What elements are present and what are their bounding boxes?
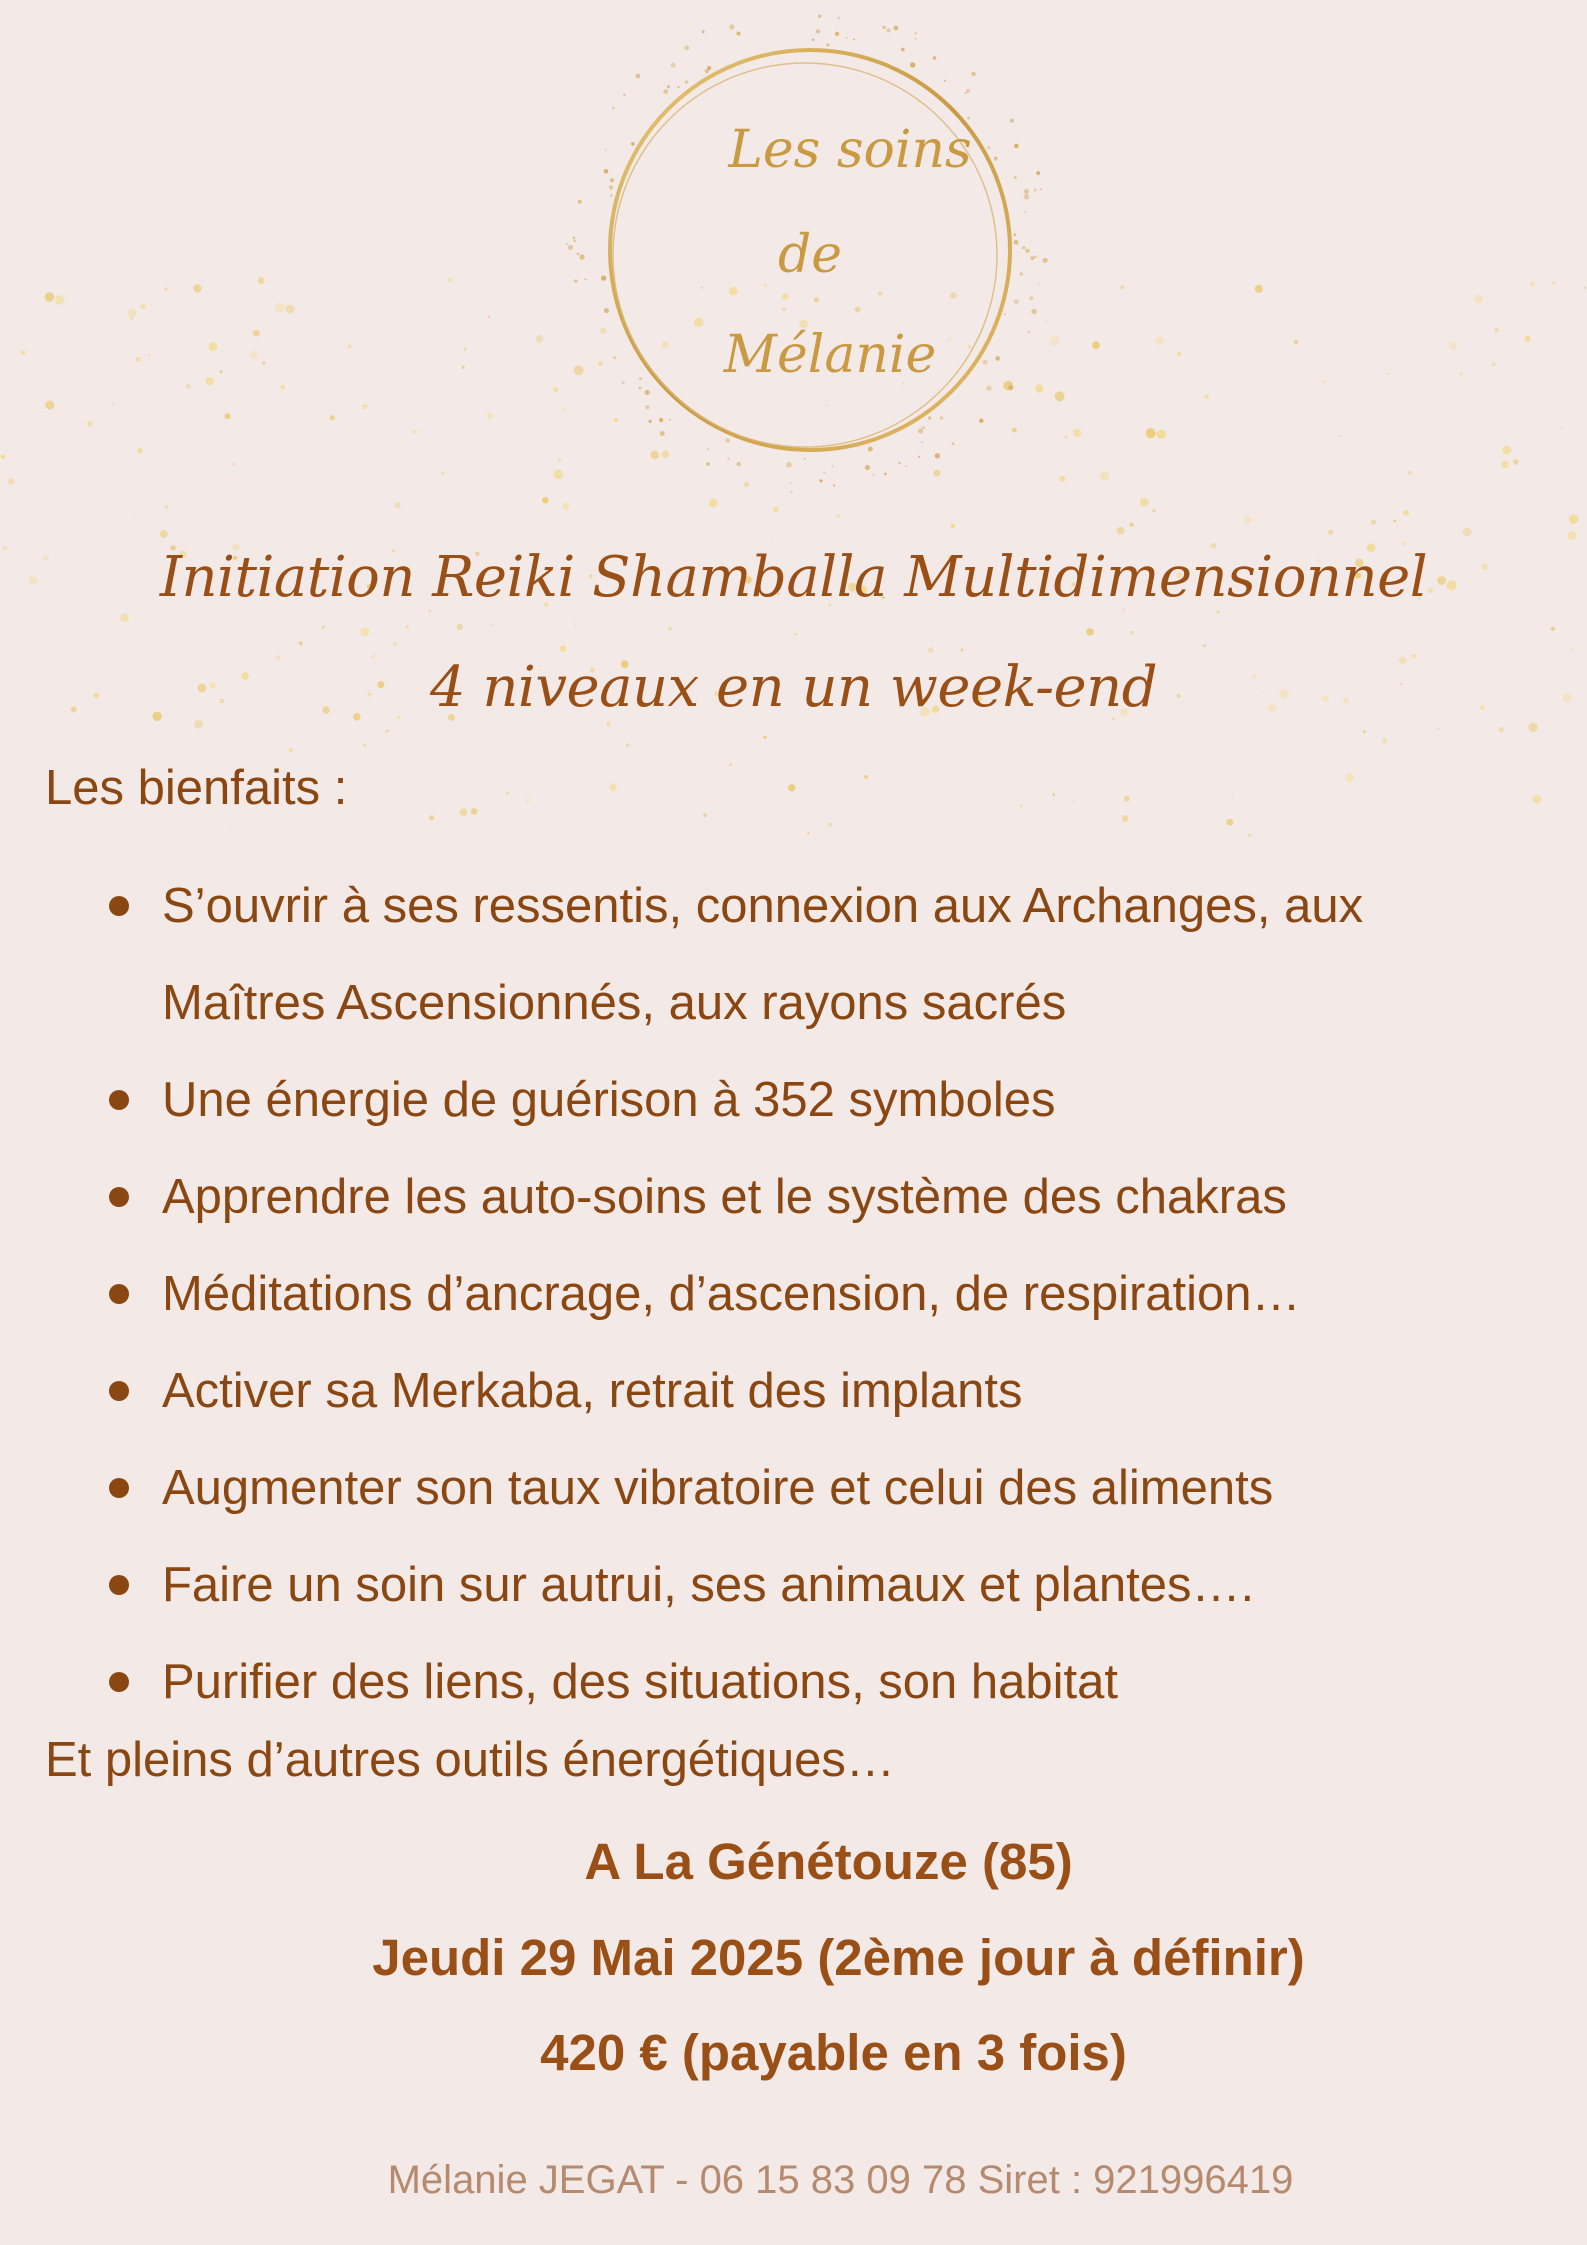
- sparkle-dot: [1569, 514, 1579, 524]
- sparkle-dot: [206, 377, 214, 385]
- sparkle-dot: [1532, 795, 1541, 804]
- sparkle-dot: [1491, 362, 1495, 366]
- bullet-dot-icon: [109, 1575, 129, 1595]
- sparkle-dot: [772, 536, 774, 538]
- sparkle-dot: [186, 384, 191, 389]
- sparkle-dot: [386, 730, 389, 733]
- sparkle-dot: [562, 407, 566, 411]
- sparkle-dot: [1, 455, 6, 460]
- sparkle-dot: [281, 385, 285, 389]
- sparkle-dot: [542, 497, 549, 504]
- sparkle-dot: [1403, 510, 1409, 516]
- sparkle-dot: [1584, 287, 1586, 289]
- sparkle-dot: [626, 743, 629, 746]
- sparkle-dot: [395, 502, 401, 508]
- sparkle-dot: [864, 775, 868, 779]
- sparkle-dot: [1226, 819, 1233, 826]
- sparkle-dot: [1570, 647, 1573, 650]
- sparkle-dot: [1124, 796, 1130, 802]
- event-date: Jeudi 29 Mai 2025 (2ème jour à définir): [372, 1929, 1305, 1986]
- bullet-dot-icon: [109, 1381, 129, 1401]
- sparkle-dot: [1382, 739, 1387, 744]
- bullet-dot-icon: [109, 1187, 129, 1207]
- sparkle-dot: [148, 354, 150, 356]
- sparkle-dot: [193, 284, 201, 292]
- sparkle-dot: [1568, 531, 1577, 540]
- sparkle-dot: [225, 413, 231, 419]
- sparkle-dot: [441, 471, 445, 475]
- sparkle-dot: [573, 237, 575, 239]
- list-item-text-continued: Maîtres Ascensionnés, aux rayons sacrés: [162, 976, 1067, 1030]
- sparkle-dot: [253, 330, 260, 337]
- sparkle-dot: [575, 623, 578, 626]
- sparkle-dot: [275, 303, 285, 313]
- sparkle-dot: [262, 361, 265, 364]
- benefits-heading: Les bienfaits :: [45, 761, 348, 815]
- sparkle-dot: [574, 279, 577, 282]
- list-item-text: Purifier des liens, des situations, son habitat: [162, 1655, 1119, 1709]
- sparkle-dot: [828, 822, 832, 826]
- sparkle-dot: [1040, 188, 1042, 190]
- sparkle-dot: [1231, 794, 1234, 797]
- sparkle-dot: [55, 295, 65, 305]
- sparkle-dot: [220, 370, 223, 373]
- sparkle-dot: [1494, 328, 1499, 333]
- sparkle-dot: [1449, 342, 1457, 350]
- sparkle-dot: [230, 823, 233, 826]
- sparkle-dot: [330, 415, 335, 420]
- sparkle-dot: [577, 253, 580, 256]
- sparkle-dot: [1294, 340, 1298, 344]
- sparkle-dot: [120, 613, 129, 622]
- event-price: 420 € (payable en 3 fois): [540, 2024, 1127, 2081]
- event-location: A La Génétouze (85): [584, 1833, 1073, 1890]
- sparkle-dot: [1339, 435, 1341, 437]
- sparkle-dot: [1020, 805, 1023, 808]
- sparkle-dot: [1530, 282, 1535, 287]
- list-item-text: S’ouvrir à ses ressentis, connexion aux Archanges, aux: [162, 879, 1364, 933]
- list-item-text: Faire un soin sur autrui, ses animaux et plantes….: [162, 1558, 1255, 1612]
- sparkle-dot: [87, 421, 93, 427]
- sparkle-dot: [1560, 427, 1562, 429]
- sparkle-dot: [536, 335, 543, 342]
- sparkle-dot: [763, 735, 767, 739]
- title-subtitle: 4 niveaux en un week-end: [429, 655, 1158, 720]
- sparkle-dot: [668, 627, 672, 631]
- sparkle-dot: [1059, 476, 1065, 482]
- sparkle-dot: [194, 720, 203, 729]
- sparkle-dot: [299, 641, 303, 645]
- sparkle-dot: [258, 277, 265, 284]
- sparkle-dot: [1387, 373, 1389, 375]
- bullet-dot-icon: [109, 1090, 129, 1110]
- sparkle-dot: [1073, 429, 1081, 437]
- sparkle-dot: [160, 530, 168, 538]
- sparkle-dot: [164, 287, 167, 290]
- sparkle-dot: [1117, 527, 1125, 535]
- sparkle-dot: [562, 503, 569, 510]
- sparkle-dot: [1177, 352, 1181, 356]
- sparkle-dot: [1528, 723, 1537, 732]
- list-item: [105, 1246, 1363, 1343]
- sparkle-dot: [289, 748, 293, 752]
- sparkle-dot: [487, 413, 493, 419]
- sparkle-dot: [1551, 627, 1555, 631]
- sparkle-dot: [1055, 391, 1065, 401]
- sparkle-dot: [1130, 523, 1134, 527]
- contact-footer: Mélanie JEGAT - 06 15 83 09 78 Siret : 921996419: [387, 2158, 1294, 2202]
- sparkle-dot: [1248, 834, 1251, 837]
- sparkle-dot: [1463, 528, 1472, 537]
- sparkle-dot: [362, 404, 367, 409]
- sparkle-dot: [1393, 520, 1396, 523]
- title-main: Initiation Reiki Shamballa Multidimensionnel: [159, 545, 1428, 610]
- sparkle-dot: [573, 239, 576, 242]
- sparkle-dot: [773, 507, 779, 513]
- list-item: [105, 858, 1363, 1052]
- logo-line-1: Les soins: [728, 120, 972, 180]
- sparkle-dot: [1474, 295, 1483, 304]
- sparkle-dot: [471, 808, 478, 815]
- bullet-dot-icon: [109, 1672, 129, 1692]
- sparkle-dot: [791, 491, 793, 493]
- sparkle-dot: [8, 478, 15, 485]
- sparkle-dot: [709, 499, 718, 508]
- sparkle-dot: [1501, 461, 1509, 469]
- sparkle-dot: [488, 316, 490, 318]
- sparkle-dot: [744, 482, 749, 487]
- sparkle-dot: [1255, 285, 1263, 293]
- sparkle-dot: [1152, 509, 1156, 513]
- benefits-closing: Et pleins d’autres outils énergétiques…: [45, 1733, 895, 1787]
- sparkle-dot: [406, 625, 409, 628]
- sparkle-dot: [1086, 628, 1093, 635]
- sparkle-dot: [448, 277, 454, 283]
- sparkle-dot: [1383, 517, 1385, 519]
- sparkle-dot: [1499, 727, 1504, 732]
- sparkle-dot: [348, 344, 352, 348]
- list-item-text: Activer sa Merkaba, retrait des implants: [162, 1364, 1023, 1418]
- sparkle-dot: [790, 482, 792, 484]
- sparkle-dot: [560, 645, 567, 652]
- sparkle-dot: [553, 469, 563, 479]
- sparkle-dot: [1345, 774, 1353, 782]
- sparkle-dot: [833, 484, 835, 486]
- list-item-text: Une énergie de guérison à 352 symboles: [162, 1073, 1056, 1127]
- sparkle-dot: [133, 513, 135, 515]
- sparkle-dot: [818, 15, 821, 18]
- sparkle-dot: [1513, 459, 1519, 465]
- sparkle-dot: [286, 305, 295, 314]
- sparkle-dot: [45, 292, 54, 301]
- sparkle-dot: [128, 308, 137, 317]
- sparkle-dot: [360, 627, 369, 636]
- sparkle-dot: [1146, 428, 1156, 438]
- list-item-text: Augmenter son taux vibratoire et celui des aliments: [162, 1461, 1274, 1515]
- sparkle-dot: [1155, 337, 1163, 345]
- logo-line-2: de: [777, 225, 843, 285]
- sparkle-dot: [1073, 799, 1076, 802]
- sparkle-dot: [1065, 436, 1068, 439]
- sparkle-dot: [558, 458, 561, 461]
- sparkle-dot: [141, 304, 146, 309]
- sparkle-dot: [506, 791, 510, 795]
- sparkle-dot: [794, 633, 797, 636]
- sparkle-dot: [729, 763, 732, 766]
- sparkle-dot: [1130, 631, 1134, 635]
- sparkle-dot: [1459, 372, 1462, 375]
- sparkle-dot: [393, 642, 397, 646]
- logo: [580, 20, 1040, 480]
- sparkle-dot: [322, 626, 325, 629]
- benefits-list: [105, 858, 1363, 1731]
- sparkle-dot: [1122, 815, 1129, 822]
- sparkle-dot: [566, 243, 568, 245]
- sparkle-dot: [1552, 282, 1555, 285]
- sparkle-dot: [460, 808, 468, 816]
- sparkle-dot: [1120, 286, 1124, 290]
- sparkle-dot: [1328, 530, 1334, 536]
- sparkle-dot: [136, 357, 141, 362]
- sparkle-dot: [1045, 321, 1047, 323]
- sparkle-dot: [1244, 516, 1252, 524]
- sparkle-dot: [21, 351, 26, 356]
- list-item-text: Méditations d’ancrage, d’ascension, de respiration…: [162, 1267, 1301, 1321]
- sparkle-dot: [928, 647, 934, 653]
- sparkle-dot: [165, 505, 169, 509]
- bullet-dot-icon: [109, 896, 129, 916]
- sparkle-dot: [413, 430, 417, 434]
- logo-line-3: Mélanie: [723, 325, 937, 385]
- sparkle-dot: [429, 610, 431, 612]
- sparkle-dot: [490, 623, 493, 626]
- sparkle-dot: [525, 798, 530, 803]
- sparkle-dot: [961, 648, 964, 651]
- bullet-dot-icon: [109, 1284, 129, 1304]
- sparkle-dot: [1525, 336, 1531, 342]
- sparkle-dot: [568, 245, 573, 250]
- sparkle-dot: [553, 388, 558, 393]
- sparkle-dot: [1042, 258, 1047, 263]
- sparkle-dot: [462, 366, 465, 369]
- sparkle-dot: [137, 448, 142, 453]
- list-item: [105, 1052, 1363, 1149]
- sparkle-dot: [1052, 793, 1055, 796]
- sparkle-dot: [1140, 498, 1149, 507]
- bullet-dot-icon: [109, 1478, 129, 1498]
- sparkle-dot: [950, 524, 955, 529]
- sparkle-dot: [111, 403, 114, 406]
- list-item-text: Apprendre les auto-soins et le système des chakras: [162, 1170, 1287, 1224]
- sparkle-dot: [606, 723, 610, 727]
- list-item: [105, 1537, 1363, 1634]
- sparkle-dot: [1203, 644, 1206, 647]
- sparkle-dot: [1437, 727, 1440, 730]
- list-item: [105, 1440, 1363, 1537]
- sparkle-dot: [429, 815, 435, 821]
- sparkle-dot: [837, 515, 840, 518]
- sparkle-dot: [1363, 730, 1366, 733]
- sparkle-dot: [807, 832, 809, 834]
- sparkle-dot: [45, 400, 54, 409]
- sparkle-dot: [1502, 446, 1511, 455]
- sparkle-dot: [1204, 395, 1209, 400]
- sparkle-dot: [250, 351, 259, 360]
- sparkle-dot: [1156, 430, 1165, 439]
- list-item: [105, 1634, 1363, 1731]
- sparkle-dot: [457, 624, 463, 630]
- list-item: [105, 1343, 1363, 1440]
- sparkle-dot: [1371, 520, 1376, 525]
- sparkle-dot: [1408, 471, 1412, 475]
- list-item: [105, 1149, 1363, 1246]
- sparkle-dot: [1100, 472, 1109, 481]
- sparkle-dot: [838, 16, 841, 19]
- sparkle-dot: [609, 784, 617, 792]
- sparkle-dot: [788, 784, 795, 791]
- sparkle-dot: [232, 463, 235, 466]
- sparkle-dot: [209, 343, 218, 352]
- sparkle-dot: [703, 813, 707, 817]
- sparkle-dot: [1092, 341, 1100, 349]
- sparkle-dot: [1322, 380, 1325, 383]
- sparkle-dot: [463, 348, 466, 351]
- sparkle-dot: [1217, 611, 1220, 614]
- sparkle-dot: [363, 743, 366, 746]
